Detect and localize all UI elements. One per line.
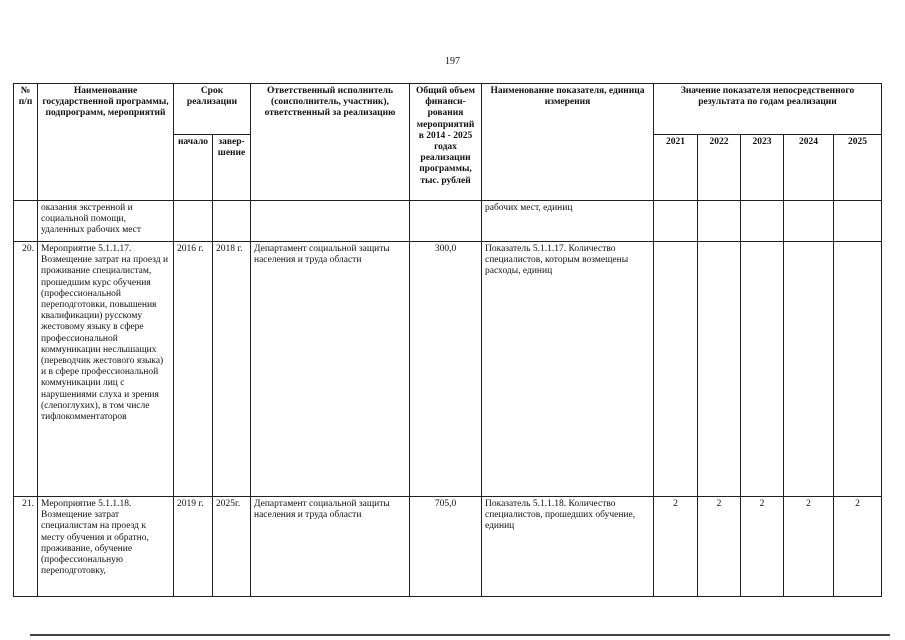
table-row bbox=[14, 242, 882, 497]
row-number bbox=[14, 201, 38, 242]
row-value-2025: 2 bbox=[834, 497, 882, 597]
table-row bbox=[14, 497, 882, 597]
row-end: 2025г. bbox=[213, 497, 251, 597]
header-year-2023: 2023 bbox=[741, 135, 784, 201]
row-name: оказания экстренной и социальной помощи, удаленных рабочих мест bbox=[38, 201, 174, 242]
row-value-2023: 2 bbox=[741, 497, 784, 597]
program-table bbox=[13, 83, 882, 597]
header-program-name: Наименование государственной программы, подпрограмм, мероприятий bbox=[38, 84, 174, 201]
page-number: 197 bbox=[445, 56, 460, 67]
row-total: 705,0 bbox=[410, 497, 482, 597]
row-indicator: Показатель 5.1.1.17. Количество специалистов, которым возмещены расходы, единиц bbox=[482, 242, 654, 497]
header-indicator: Наименование показателя, единица измерения bbox=[482, 84, 654, 201]
row-executor: Департамент социальной защиты населения и труда области bbox=[251, 497, 410, 597]
row-name: Мероприятие 5.1.1.18. Возмещение затрат специалистам на проезд к месту обучения и обратно, проживание, обучение (профессиональную переподготовку, bbox=[38, 497, 174, 597]
row-start: 2019 г. bbox=[174, 497, 213, 597]
header-start: начало bbox=[174, 135, 213, 201]
header-year-2024: 2024 bbox=[784, 135, 834, 201]
scan-edge-line bbox=[30, 634, 890, 636]
row-value-2024 bbox=[784, 242, 834, 497]
table-row bbox=[14, 201, 882, 242]
row-name: Мероприятие 5.1.1.17. Возмещение затрат на проезд и проживание специалистам, прошедшим курс обучения (профессиональной переподготовки, повышения квалификации) русскому жестовому языку в сфере профессиональной коммуникации неслышащих (переводчик жестового языка) и в сфере профессиональной коммуникации лиц с нарушениями слуха и зрения (слепоглухих), в том числе тифлокомментаторов bbox=[38, 242, 174, 497]
row-number: 21. bbox=[14, 497, 38, 597]
header-number: № п/п bbox=[14, 84, 38, 201]
header-term: Срок реализации bbox=[174, 84, 251, 135]
row-value-2025 bbox=[834, 242, 882, 497]
header-values: Значение показателя непосредственного результата по годам реализации bbox=[654, 84, 882, 135]
row-value-2023 bbox=[741, 201, 784, 242]
row-value-2025 bbox=[834, 201, 882, 242]
row-indicator: рабочих мест, единиц bbox=[482, 201, 654, 242]
row-value-2021: 2 bbox=[654, 497, 698, 597]
row-end bbox=[213, 201, 251, 242]
row-value-2023 bbox=[741, 242, 784, 497]
row-start: 2016 г. bbox=[174, 242, 213, 497]
header-year-2022: 2022 bbox=[698, 135, 741, 201]
row-indicator: Показатель 5.1.1.18. Количество специалистов, прошедших обучение, единиц bbox=[482, 497, 654, 597]
row-number: 20. bbox=[14, 242, 38, 497]
header-total-funding: Общий объем финанси-рования мероприятий в 2014 - 2025 годах реализации программы, тыс. рублей bbox=[410, 84, 482, 201]
row-value-2022 bbox=[698, 242, 741, 497]
header-end: завер-шение bbox=[213, 135, 251, 201]
header-year-2021: 2021 bbox=[654, 135, 698, 201]
header-year-2025: 2025 bbox=[834, 135, 882, 201]
row-executor bbox=[251, 201, 410, 242]
row-value-2024 bbox=[784, 201, 834, 242]
row-end: 2018 г. bbox=[213, 242, 251, 497]
row-value-2022 bbox=[698, 201, 741, 242]
row-value-2021 bbox=[654, 242, 698, 497]
row-total bbox=[410, 201, 482, 242]
row-value-2024: 2 bbox=[784, 497, 834, 597]
header-executor: Ответственный исполнитель (соисполнитель, участник), ответственный за реализацию bbox=[251, 84, 410, 201]
row-value-2021 bbox=[654, 201, 698, 242]
row-start bbox=[174, 201, 213, 242]
row-value-2022: 2 bbox=[698, 497, 741, 597]
row-executor: Департамент социальной защиты населения и труда области bbox=[251, 242, 410, 497]
row-total: 300,0 bbox=[410, 242, 482, 497]
